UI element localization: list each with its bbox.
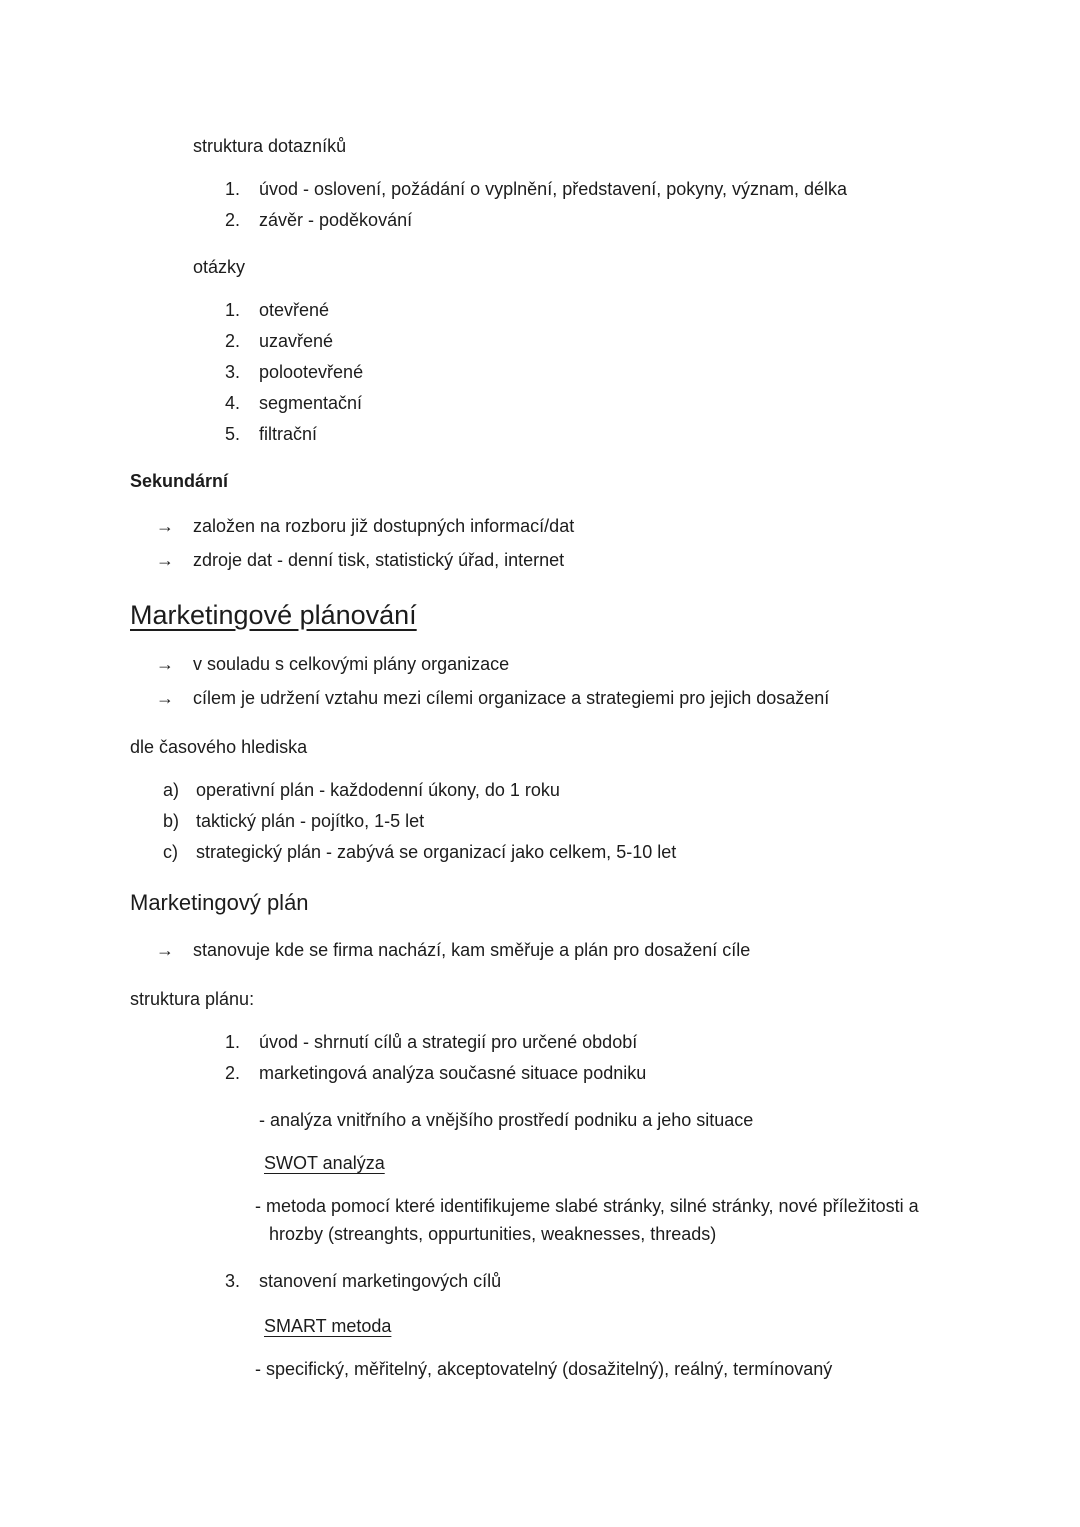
list-item [225,388,1080,419]
list-marker: 2. [225,210,241,230]
list-marker: 3. [225,362,241,382]
arrow-list-marketingovy-plan [156,933,1080,967]
list-text: filtrační [259,424,318,444]
heading-marketingove-planovani: Marketingové plánování [130,600,417,630]
arrow-icon: → [156,654,174,674]
list-text: závěr - poděkování [259,210,413,230]
list-text: úvod - shrnutí cílů a strategií pro určené období [259,1032,638,1052]
list-text: taktický plán - pojítko, 1-5 let [196,811,425,831]
label-dle-casoveho-hlediska: dle časového hlediska [130,737,308,757]
arrow-icon: → [156,940,174,960]
list-marker: 2. [225,1063,241,1083]
label-struktura-planu: struktura plánu: [130,989,255,1009]
numbered-list-plan-structure-continued [225,1266,1080,1297]
list-item [225,174,1080,205]
list-marker: 1. [225,179,241,199]
list-item [225,1266,1080,1297]
lettered-list-plan-types [163,775,1080,868]
list-item [225,205,1080,236]
list-text: segmentační [259,393,363,413]
list-item [225,357,1080,388]
list-marker: 3. [225,1271,241,1291]
swot-title-text: SWOT analýza [264,1153,385,1173]
numbered-list-plan-structure [225,1027,1080,1089]
smart-title-text: SMART metoda [264,1316,392,1336]
list-item [163,837,1080,868]
list-marker: c) [163,842,178,862]
heading-marketingovy-plan: Marketingový plán [130,890,309,915]
arrow-list-sekundarni [156,509,1080,577]
list-item [225,419,1080,450]
subheading-smart-metoda [264,1312,1080,1340]
list-marker: 1. [225,1032,241,1052]
subheading-swot-analyza [264,1149,1080,1177]
list-item [225,295,1080,326]
arrow-text: v souladu s celkovými plány organizace [193,654,510,674]
dash-note-smart: - specifický, měřitelný, akceptovatelný (dosažitelný), reálný, termínovaný [255,1359,833,1379]
subheading-sekundarni: Sekundární [130,471,229,491]
list-text: polootevřené [259,362,364,382]
list-text: strategický plán - zabývá se organizací jako celkem, 5-10 let [196,842,677,862]
arrow-item [156,509,1080,543]
list-item [225,326,1080,357]
arrow-text: stanovuje kde se firma nachází, kam směřuje a plán pro dosažení cíle [193,940,751,960]
arrow-icon: → [156,550,174,570]
list-marker: 2. [225,331,241,351]
label-otazky: otázky [193,257,246,277]
list-marker: b) [163,811,180,831]
list-item [225,1058,1080,1089]
arrow-item [156,933,1080,967]
arrow-item [156,681,1080,715]
numbered-list-question-types [225,295,1080,450]
list-text: úvod - oslovení, požádání o vyplnění, představení, pokyny, význam, délka [259,179,848,199]
list-item [163,806,1080,837]
list-marker: a) [163,780,180,800]
label-struktura-dotazniku: struktura dotazníků [193,136,347,156]
list-text: otevřené [259,300,330,320]
arrow-text: cílem je udržení vztahu mezi cílemi organizace a strategiemi pro jejich dosažení [193,688,830,708]
list-item [225,1027,1080,1058]
list-marker: 4. [225,393,241,413]
list-text: marketingová analýza současné situace podniku [259,1063,647,1083]
arrow-icon: → [156,516,174,536]
arrow-icon: → [156,688,174,708]
list-item [163,775,1080,806]
arrow-item [156,543,1080,577]
dash-note-analyza: - analýza vnitřního a vnějšího prostředí podniku a jeho situace [259,1110,754,1130]
list-text: operativní plán - každodenní úkony, do 1 roku [196,780,560,800]
numbered-list-questionnaire-structure [225,174,1080,236]
arrow-list-planovani [156,647,1080,715]
dash-note-swot: - metoda pomocí které identifikujeme slabé stránky, silné stránky, nové příležitosti a hrozby (streanghts, oppurtunities, weaknesses, threads) [255,1196,919,1244]
list-marker: 1. [225,300,241,320]
list-text: uzavřené [259,331,334,351]
arrow-text: založen na rozboru již dostupných informací/dat [193,516,575,536]
arrow-item [156,647,1080,681]
list-marker: 5. [225,424,241,444]
arrow-text: zdroje dat - denní tisk, statistický úřad, internet [193,550,565,570]
list-text: stanovení marketingových cílů [259,1271,502,1291]
